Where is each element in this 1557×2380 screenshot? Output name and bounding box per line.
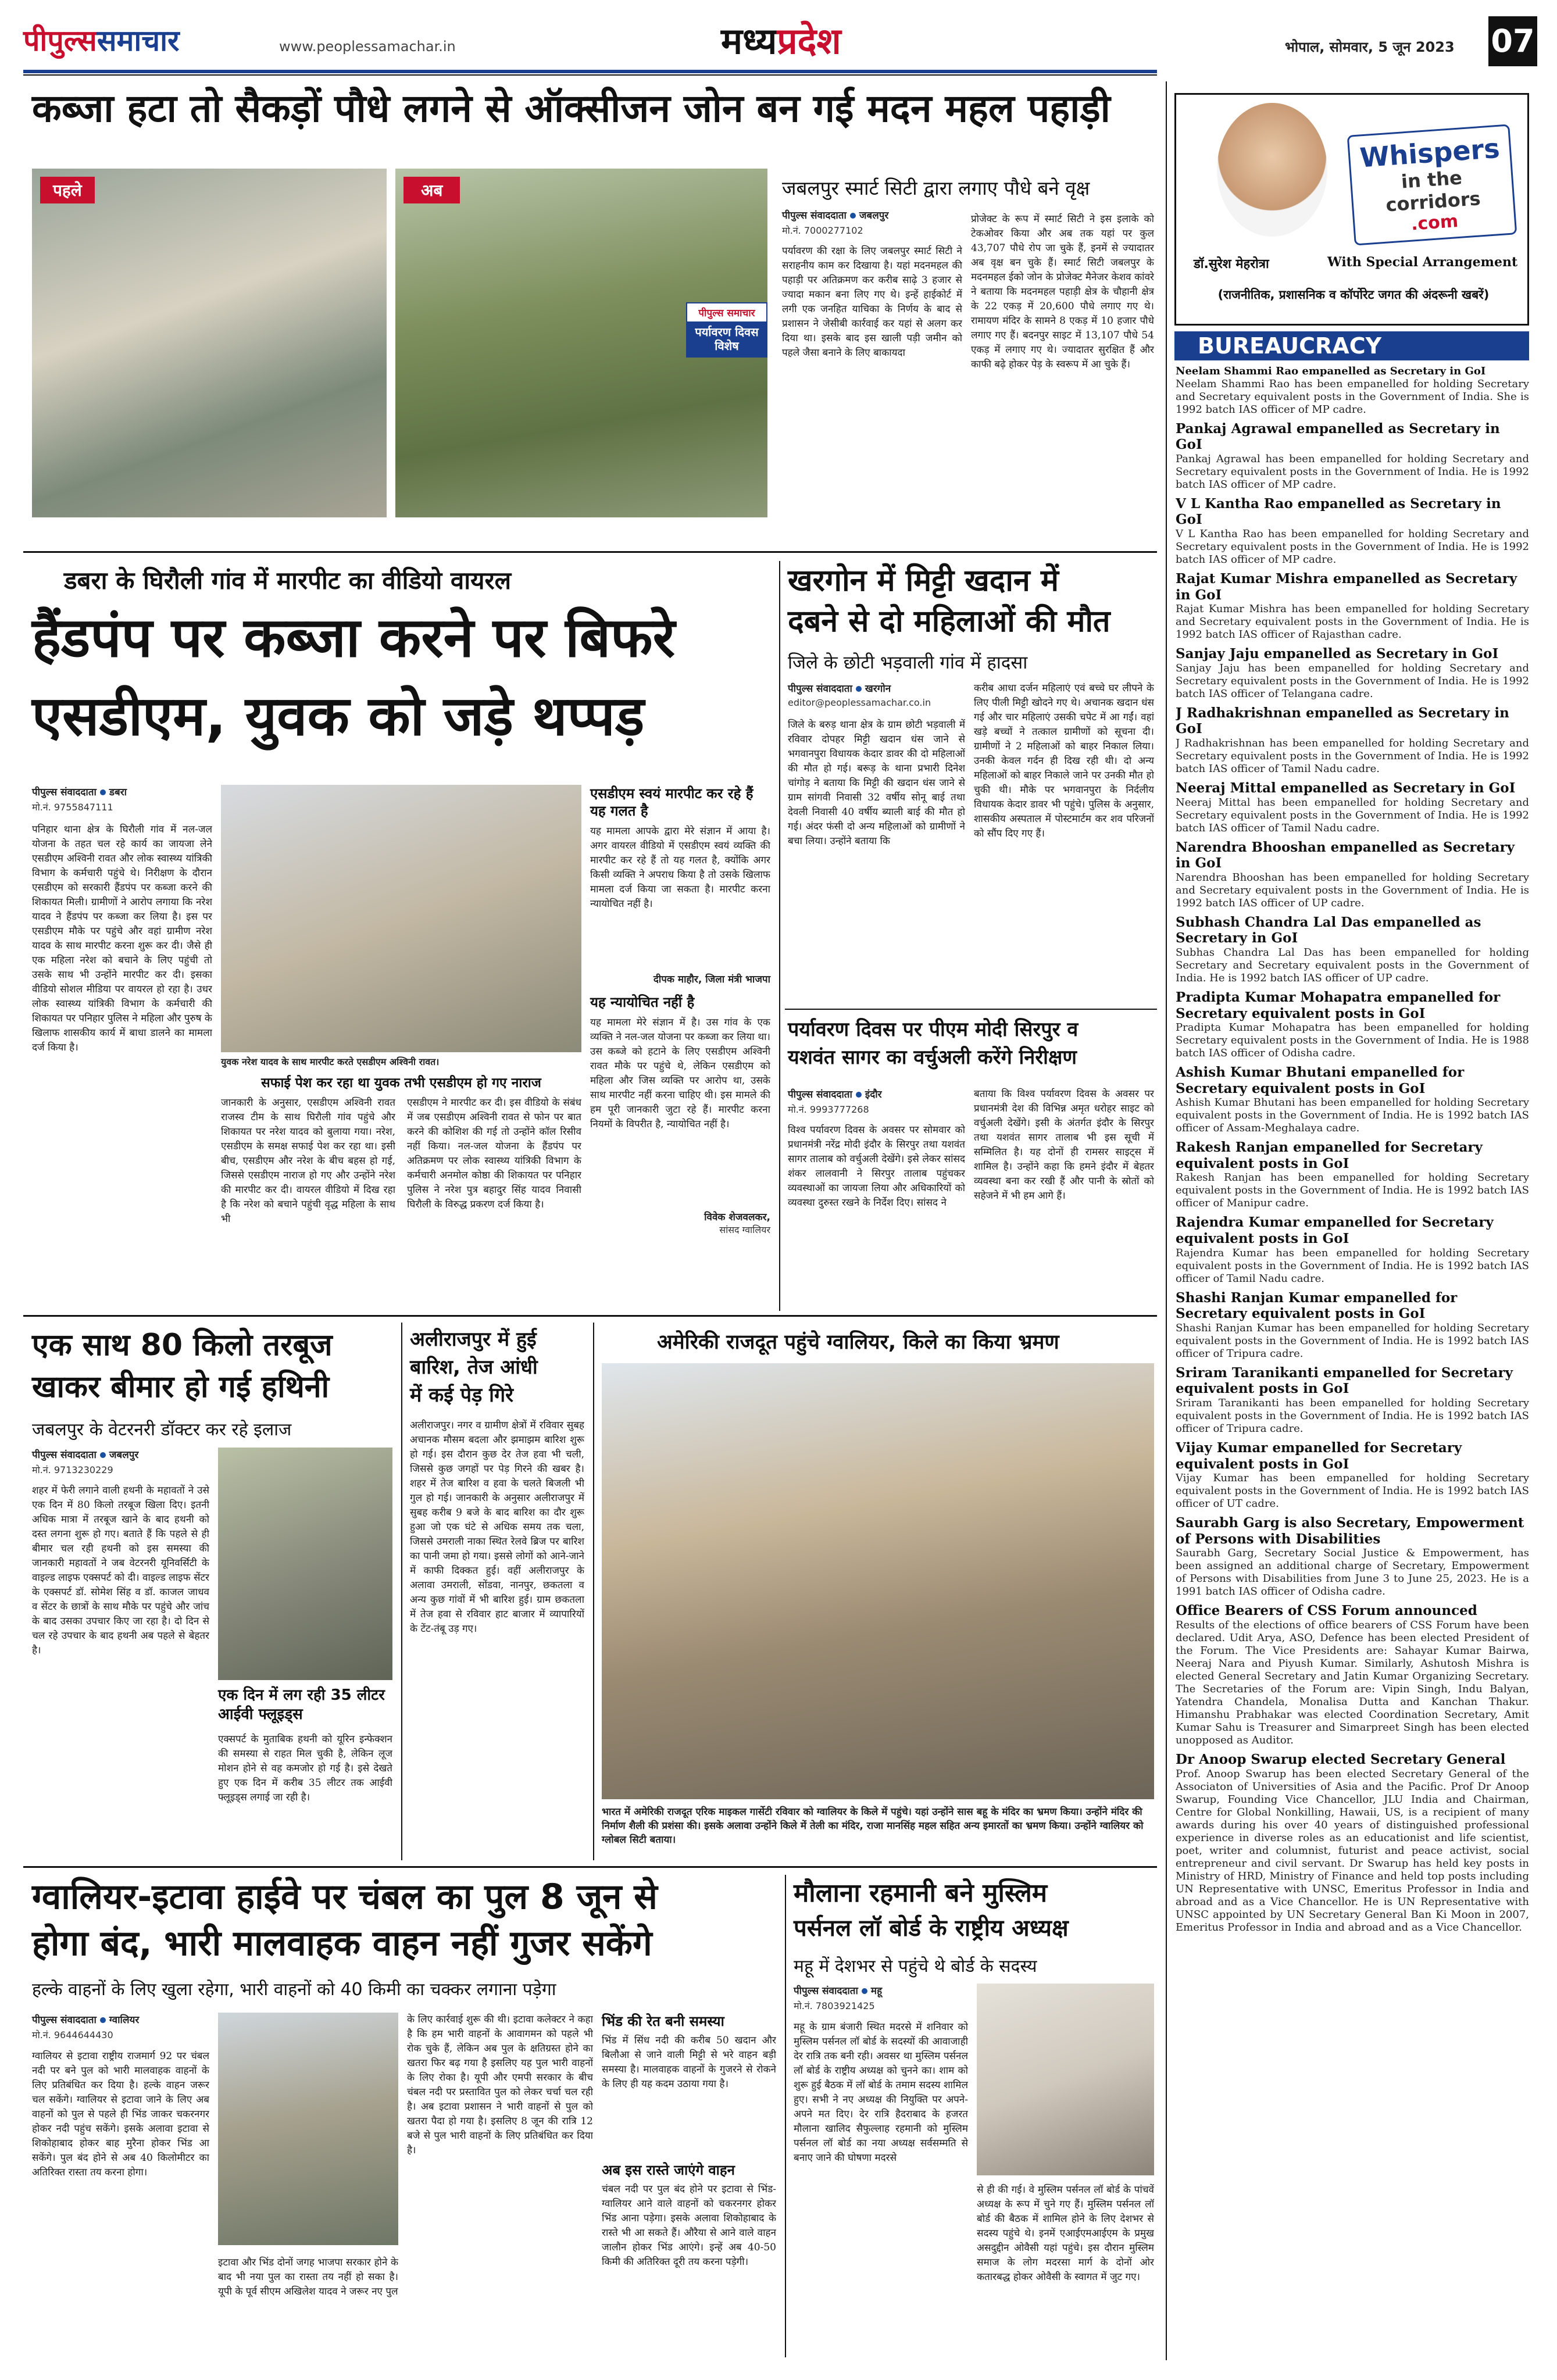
dot-icon — [862, 1988, 867, 1994]
story5-box-text: एक्सपर्ट के मुताबिक हथनी को यूरिन इन्फेक्शन की समस्या से राहत मिल चुकी है, लेकिन लूज मोशन होने से वह कमजोर हो गई है। इसे देखते हुए एक दिन में करीब 35 लीटर तक आईवी फ्लूइड्स लगाई जा रही है। — [218, 1734, 392, 1803]
bureaucracy-item-text: Saurabh Garg, Secretary Social Justice & Empowerment, has been assigned an additional charge of Secretary, Empowerment of Persons with Disabilities from June 3 to June 25, 2023. He is a 1991 batch IAS officer of Odisha cadre. — [1176, 1547, 1529, 1598]
bureaucracy-item — [1176, 1064, 1529, 1135]
dot-icon — [856, 686, 862, 692]
story8-sub: हल्के वाहनों के लिए खुला रहेगा, भारी वाहनों को 40 किमी का चक्कर लगाना पड़ेगा — [32, 1979, 556, 2000]
sidebar-rule — [1166, 81, 1167, 2360]
story4-headline-2: यशवंत सागर का वर्चुअली करेंगे निरीक्षण — [788, 1046, 1077, 1069]
story2-byline: पीपुल्स संवाददाता डबरा मो.नं. 9755847111 — [32, 787, 127, 813]
bureaucracy-item-title: Sriram Taranikanti empanelled for Secretary equivalent posts in GoI — [1176, 1364, 1513, 1397]
story8-headline-2: होगा बंद, भारी मालवाहक वाहन नहीं गुजर सकेंगे — [32, 1923, 652, 1964]
before-label: पहले — [40, 177, 95, 203]
environment-day-badge: पीपुल्स समाचार पर्यावरण दिवस विशेष — [686, 302, 767, 358]
col-rule-9 — [785, 1875, 786, 2357]
story2-col3: एसडीएम ने मारपीट कर दी। इस वीडियो के संबंध में जब एसडीएम अश्विनी रावत से फोन पर बात करने की कोशिश की गई तो उन्होंने कॉल रिसीव नहीं किया। नल-जल योजना के हैंडपंप पर अतिक्रमण पर लोक स्वास्थ्य यांत्रिकी विभाग के कर्मचारी अनमोल कोष्ठा की शिकायत पर पनिहार पुलिस ने नरेश पुत्र बहादुर सिंह यादव निवासी घिरौली के विरुद्ध प्रकरण दर्ज किया है। — [407, 1097, 581, 1210]
story2-box-head: सफाई पेश कर रहा था युवक तभी एसडीएम हो गए नाराज — [261, 1075, 541, 1091]
dot-icon — [100, 2017, 106, 2023]
dot-icon — [850, 213, 856, 219]
page-number: 07 — [1488, 16, 1537, 66]
bureaucracy-item — [1176, 1139, 1529, 1210]
story4-headline-1: पर्यावरण दिवस पर पीएम मोदी सिरपुर व — [788, 1018, 1079, 1041]
bureaucracy-item-text: Narendra Bhooshan has been empanelled for holding Secretary and Secretary equivalent posts in the Government of India. He is 1992 batch IAS officer of UP cadre. — [1176, 871, 1529, 909]
dot-icon — [100, 1452, 106, 1458]
section-title: मध्यप्रदेश — [721, 20, 841, 62]
story7-photo — [602, 1363, 1154, 1799]
bureaucracy-item-title: Dr Anoop Swarup elected Secretary General — [1176, 1752, 1506, 1767]
story9-byline: पीपुल्स संवाददाता महू मो.नं. 7803921425 — [794, 1985, 883, 2011]
story2-photo-caption: युवक नरेश यादव के साथ मारपीट करते एसडीएम अश्विनी रावत। — [221, 1056, 440, 1067]
bureaucracy-item-text: Sriram Taranikanti has been empanelled for holding Secretary equivalent posts in the Government of India. He is 1992 batch IAS officer of Tripura cadre. — [1176, 1397, 1529, 1435]
row-rule-1 — [23, 551, 1157, 553]
bureaucracy-item — [1176, 989, 1529, 1060]
story9-photo — [977, 1984, 1154, 2175]
story9-headline-2: पर्सनल लॉ बोर्ड के राष्ट्रीय अध्यक्ष — [794, 1915, 1069, 1942]
masthead-url[interactable]: www.peoplessamachar.in — [279, 38, 456, 55]
bureaucracy-banner: BUREAUCRACY — [1174, 331, 1529, 360]
bureaucracy-item-title: Sanjay Jaju empanelled as Secretary in GoI — [1176, 646, 1499, 662]
story4-col1: विश्व पर्यावरण दिवस के अवसर पर सोमवार को प्रधानमंत्री नरेंद्र मोदी इंदौर के सिरपुर तथा यशवंत सागर तालाब को वर्चुअली देखेंगे। इसे लेकर सांसद शंकर लालवानी ने सिरपुर तालाब पहुंचकर व्यवस्थाओं का जायजा लिया और अधिकारियों को व्यवस्था दुरुस्त रखने के निर्देश दिए। सांसद ने — [788, 1124, 965, 1209]
bureaucracy-item-title: Pradipta Kumar Mohapatra empanelled for Secretary equivalent posts in GoI — [1176, 989, 1501, 1021]
bureaucracy-item — [1176, 705, 1529, 776]
story9-sub: महू में देशभर से पहुंचे थे बोर्ड के सदस्य — [794, 1956, 1037, 1977]
bureaucracy-item-text: Subhas Chandra Lal Das has been empanelled for holding Secretary and Secretary equivalent posts in the Government of India. He is 1992 batch IAS officer of UP cadre. — [1176, 946, 1529, 984]
bureaucracy-item — [1176, 646, 1529, 701]
bureaucracy-item-title: Narendra Bhooshan empanelled as Secretary in GoI — [1176, 839, 1515, 871]
row-rule-3 — [23, 1866, 1157, 1868]
story1-sub: जबलपुर स्मार्ट सिटी द्वारा लगाए पौधे बने वृक्ष — [782, 177, 1090, 199]
story2-side: एसडीएम स्वयं मारपीट कर रहे हैं यह गलत है यह मामला आपके द्वारा मेरे संज्ञान में आया है। अगर वायरल वीडियो में एसडीएम स्वयं व्यक्ति की मारपीट कर रहे हैं तो यह गलत है, क्योंकि अगर किसी व्यक्ति ने अपराध किया है तो उसके खिलाफ मामला दर्ज किया जा सकता है। मारपीट करना न्यायोचित नहीं है। दीपक माहौर, जिला मंत्री भाजपा यह न्यायोचित नहीं है यह मामला मेरे संज्ञान में है। उस गांव के एक व्यक्ति ने नल-जल योजना पर कब्जा कर लिया था। उस कब्जे को हटाने के लिए एसडीएम अश्विनी रावत मौके पर पहुंचे थे, लेकिन एसडीएम को महिला और जिस व्यक्ति पर आरोप था, उसके साथ मारपीट नहीं करना चाहिए थी। इस मामले की हम पूरी जानकारी जुटा रहे हैं। मारपीट करना नियमों के विपरीत है, न्यायोचित नहीं है। विवेक शेजवलकर, सांसद ग्वालियर — [590, 785, 770, 1235]
bureaucracy-item — [1176, 1214, 1529, 1285]
bureaucracy-item — [1176, 496, 1529, 566]
story8-side: भिंड की रेत बनी समस्या भिंड में सिंध नदी की करीब 50 खदान और बिलौआ से जाने वाली मिट्टी से भरे वाहन बड़ी समस्या है। मालवाहक वाहनों के गुजरने से रोकने के लिए ही यह कदम उठाया गया है। अब इस रास्ते जाएंगे वाहन चंबल नदी पर पुल बंद होने पर इटावा से भिंड-ग्वालियर आने वाले वाहनों को चकरनगर होकर भिंड आना पड़ेगा। इसके अलावा शिकोहाबाद के रास्ते भी आ सकते हैं। औरैया से आने वाले वाहन जालौन होकर भिंड आएंगे। इन्हें अब 40-50 किमी की अतिरिक्त दूरी तय करना पड़ेगी। — [602, 2013, 776, 2268]
story1-col1: पर्यावरण की रक्षा के लिए जबलपुर स्मार्ट सिटी ने सराहनीय काम कर दिखाया है। यहां मदनमहल की पहाड़ी पर अतिक्रमण कर करीब साढ़े 3 हजार से ज्यादा मकान बना लिए गए थे। इन्हें हाईकोर्ट में लगी एक जनहित याचिका के निर्णय के बाद से प्रशासन ने जेसीबी कार्रवाई कर यहां से अलग कर दिया था। इसके बाद इस खाली पड़ी जमीन को पहले जैसा बनाने के लिए बाकायदा — [782, 245, 962, 359]
story9-col2: से ही की गई। वे मुस्लिम पर्सनल लॉ बोर्ड के पांचवें अध्यक्ष के रूप में चुने गए हैं। मुस्लिम पर्सनल लॉ बोर्ड की बैठक में शामिल होने के लिए देशभर से सदस्य पहुंचे थे। इनमें एआईएमआईएम के प्रमुख असदुद्दीन ओवैसी यहां पहुंचे। इस दौरान मुस्लिम समाज के लोग मदरसा मार्ग के दोनों ओर कतारबद्ध होकर ओवैसी के स्वागत में जुट गए। — [977, 2184, 1154, 2283]
bureaucracy-item — [1176, 780, 1529, 835]
bureaucracy-item-title: Neeraj Mittal empanelled as Secretary in GoI — [1176, 780, 1516, 796]
bureaucracy-item — [1176, 1752, 1529, 1934]
bureaucracy-item — [1176, 1365, 1529, 1435]
bureaucracy-item-text: Results of the elections of office bearers of CSS Forum have been declared. Udit Arya, ASO, Defence has been elected President of the Forum. The Vice Presidents are: Sahayar Kumar Bairwa, Neeraj Nara and Piyush Kumar. Similarly, Ashutosh Mishra is elected General Secretary and Jatin Kumar Organizing Secretary. The Secretaries of the Forum are: Vipin Singh, Indu Balyan, Yatendra Chandela, Monalisa Dutta and Kanchan Thakur. Himanshu Prabhakar was elected Coordination Secretary, Amit Kumar Sahu is Treasurer and Simarpreet Singh has been elected unopposed as Auditor. — [1176, 1619, 1529, 1746]
story5-headline-1: एक साथ 80 किलो तरबूज — [32, 1328, 333, 1363]
sidebar-tagline: (राजनीतिक, प्रशासनिक व कॉर्पोरेट जगत की अंदरूनी खबरें) — [1217, 288, 1490, 302]
story1-headline: कब्जा हटा तो सैकड़ों पौधे लगने से ऑक्सीजन जोन बन गई मदन महल पहाड़ी — [32, 86, 1110, 131]
story5-photo — [218, 1448, 392, 1680]
columnist-photo — [1217, 103, 1327, 237]
bureaucracy-item — [1176, 914, 1529, 985]
bureaucracy-item — [1176, 421, 1529, 491]
bureaucracy-item-text: Rajat Kumar Mishra has been empanelled for holding Secretary and Secretary equivalent posts in the Government of India. He is 1992 batch IAS officer of Rajasthan cadre. — [1176, 603, 1529, 641]
bureaucracy-item — [1176, 839, 1529, 910]
story1-col2: प्रोजेक्ट के रूप में स्मार्ट सिटी ने इस इलाके को टेकओवर किया और अब तक यहां पर कुल 43,707 पौधे रोप जा चुके हैं, इनमें से ज्यादातर अब वृक्ष बन चुके हैं। स्मार्ट सिटी जबलपुर के मदनमहल ईको जोन के प्रोजेक्ट मैनेजर केशव कांवरे ने बताया कि मदनमहल पहाड़ी क्षेत्र के चौहानी क्षेत्र के 22 एकड़ में 20,600 पौधे लगाए गए थे। रामायण मंदिर के सामने 8 एकड़ में 10 हजार पौधे लगाए गए हैं। बदनपुर साइट में 13,107 पौधे 54 एकड़ में लगाए गए थे। ज्यादातर सुरक्षित हैं और काफी बढ़े होकर पेड़ के स्वरूप में आ चुके हैं। — [971, 213, 1154, 370]
masthead-rule — [23, 70, 1157, 73]
bureaucracy-item — [1176, 1440, 1529, 1510]
bureaucracy-item-text: J Radhakrishnan has been empanelled for holding Secretary and Secretary equivalent posts in the Government of India. He is 1992 batch IAS officer of Tamil Nadu cadre. — [1176, 737, 1529, 775]
story1-byline: पीपुल्स संवाददाता जबलपुर मो.नं. 7000277102 — [782, 210, 889, 236]
story3-col2: करीब आधा दर्जन महिलाएं एवं बच्चे घर लीपने के लिए पीली मिट्टी खोदने गए थे। अचानक खदान धंस गई और चार महिलाएं उसकी चपेट में आ गईं। वहां खड़े बच्चों ने तत्काल ग्रामीणों को सूचना दी। ग्रामीणों ने 2 महिलाओं को बाहर निकाल लिया। उनकी केवल गर्दन ही दिख रही थी। दो अन्य महिलाओं को बाहर निकाले जाने पर उनकी मौत हो चुकी थी। मौके पर भगवानपुरा के निर्दलीय विधायक केदार डावर भी पहुंचे। पुलिस के अनुसार, शासकीय अस्पताल में पोस्टमार्टम कर शव परिजनों को सौंप दिए गए हैं। — [974, 682, 1154, 839]
bureaucracy-item-text: Neelam Shammi Rao has been empanelled for holding Secretary and Secretary equivalent posts in the Government of India. She is 1992 batch IAS officer of MP cadre. — [1176, 377, 1529, 416]
bureaucracy-item-text: Vijay Kumar has been empanelled for holding Secretary equivalent posts in the Government of India. He is 1992 batch IAS officer of UT cadre. — [1176, 1472, 1529, 1510]
bureaucracy-item-title: Subhash Chandra Lal Das empanelled as Secretary in GoI — [1176, 914, 1481, 946]
masthead-logo[interactable]: पीपुल्ससमाचार — [23, 24, 180, 58]
bureaucracy-item-text: Sanjay Jaju has been empanelled for holding Secretary and Secretary equivalent posts in the Government of India. He is 1992 batch IAS officer of Telangana cadre. — [1176, 662, 1529, 700]
masthead-rule-2 — [23, 74, 1157, 76]
bureaucracy-item — [1176, 1515, 1529, 1598]
after-label: अब — [403, 177, 460, 203]
bureaucracy-item — [1176, 571, 1529, 641]
col-rule-6 — [593, 1323, 594, 1860]
col-rule-5 — [401, 1323, 402, 1860]
bureaucracy-item-title: Rajat Kumar Mishra empanelled as Secretary in GoI — [1176, 570, 1517, 603]
dateline: भोपाल, सोमवार, 5 जून 2023 — [1285, 39, 1455, 55]
masthead — [23, 16, 1537, 69]
bureaucracy-item-title: Office Bearers of CSS Forum announced — [1176, 1603, 1477, 1619]
story3-headline-2: दबने से दो महिलाओं की मौत — [788, 604, 1110, 639]
story1-photo-before — [32, 169, 387, 517]
story7-caption: भारत में अमेरिकी राजदूत एरिक माइकल गार्सेटी रविवार को ग्वालियर के किले में पहुंचे। यहां उन्होंने सास बहू के मंदिर का भ्रमण किया। उन्होंने मंदिर की निर्माण शैली की प्रशंसा की। इसके अलावा उन्होंने किले में तेली का मंदिर, राजा मानसिंह महल सहित अन्य इमारतों का भ्रमण किया। उन्होंने ग्वालियर को ग्लोबल सिटी बताया। — [602, 1806, 1144, 1846]
story2-headline-2: एसडीएम, युवक को जड़े थप्पड़ — [32, 685, 645, 748]
story8-col1: ग्वालियर से इटावा राष्ट्रीय राजमार्ग 92 पर चंबल नदी पर बने पुल को भारी मालवाहक वाहनों के लिए प्रतिबंधित कर दिया है। हल्के वाहन जरूर चल सकेंगे। ग्वालियर से इटावा जाने के लिए अब वाहनों को पुल से पहले ही भिंड जाकर चकरनगर होकर नदी पहुंच सकेंगे। इसके अलावा इटावा से शिकोहाबाद होकर बाह मुरैना होकर भिंड आ सकेंगे। पुल बंद होने से अब 40 किलोमीटर का अतिरिक्त रास्ता तय करना होगा। — [32, 2050, 209, 2178]
story4-col2: बताया कि विश्व पर्यावरण दिवस के अवसर पर प्रधानमंत्री देश की विभिन्न अमृत धरोहर साइट को वर्चुअली देखेंगे। इसी के अंतर्गत इंदौर के सिरपुर तथा यशवंत सागर तालाब भी इस सूची में सम्मिलित है। यह दोनों ही रामसर साइट्स में शामिल है। उन्होंने कहा कि हमने इंदौर में बेहतर व्यवस्था बना कर रखी हैं और पानी के स्रोतों को सहेजने में भी हम आगे हैं। — [974, 1088, 1154, 1202]
bureaucracy-item — [1176, 1603, 1529, 1747]
story6-headline-1: अलीराजपुर में हुई — [410, 1328, 537, 1351]
bq-top-line: Neelam Shammi Rao empanelled as Secretary in GoI — [1176, 365, 1486, 377]
story1-photo-after — [395, 169, 767, 517]
bureaucracy-item-title: Shashi Ranjan Kumar empanelled for Secretary equivalent posts in GoI — [1176, 1289, 1458, 1322]
bureaucracy-item-title: Rajendra Kumar empanelled for Secretary equivalent posts in GoI — [1176, 1214, 1494, 1247]
bureaucracy-item-title: V L Kantha Rao empanelled as Secretary in GoI — [1176, 495, 1501, 528]
story5-byline: पीपुल्स संवाददाता जबलपुर मो.नं. 9713230229 — [32, 1449, 139, 1475]
bureaucracy-list — [1176, 365, 1529, 2359]
special-arrangement: With Special Arrangement — [1327, 255, 1518, 270]
bureaucracy-item-text: Neeraj Mittal has been empanelled for holding Secretary and Secretary equivalent posts in the Government of India. He is 1992 batch IAS officer of Tamil Nadu cadre. — [1176, 796, 1529, 834]
rule-story3 — [785, 1009, 1157, 1010]
bureaucracy-item-title: J Radhakrishnan empanelled as Secretary in GoI — [1176, 705, 1509, 737]
bureaucracy-item-text: Rajendra Kumar has been empanelled for holding Secretary equivalent posts in the Government of India. He is 1992 batch IAS officer of Tamil Nadu cadre. — [1176, 1246, 1529, 1285]
bureaucracy-item-text: Pankaj Agrawal has been empanelled for holding Secretary and Secretary equivalent posts in the Government of India. He is 1992 batch IAS officer of MP cadre. — [1176, 452, 1529, 491]
bureaucracy-item-text: Rakesh Ranjan has been empanelled for holding Secretary equivalent posts in the Government of India. He is 1992 batch IAS officer of Manipur cadre. — [1176, 1171, 1529, 1210]
story2-col1: पनिहार थाना क्षेत्र के घिरौली गांव में नल-जल योजना के तहत चल रहे कार्य का जायजा लेने एसडीएम अश्विनी रावत और लोक स्वास्थ्य यांत्रिकी विभाग के कर्मचारी पहुंचे थे। निरीक्षण के दौरान एसडीएम को सरकारी हैंडपंप पर कब्जा करने की शिकायत मिली। ग्रामीणों ने आरोप लगाया कि नरेश यादव ने हैंडपंप पर कब्जा कर लिया है। इस पर एसडीएम मौके पर पहुंचे और वहां ग्रामीण नरेश यादव के साथ मारपीट करना शुरू कर दी। जैसे ही एक महिला नरेश को बचाने के लिए पहुंची तो उसके साथ भी उन्होंने मारपीट कर दी। इसका वीडियो सोशल मीडिया पर वायरल हो रहा है। उधर लोक स्वास्थ्य यांत्रिकी विभाग के कर्मचारी की शिकायत पर पनिहार पुलिस ने महिला और पुरुष के खिलाफ शासकीय कार्य में बाधा डालने का मामला दर्ज किया है। — [32, 824, 212, 1053]
story6-headline-2: बारिश, तेज आंधी — [410, 1356, 538, 1379]
story8-col2: के लिए कार्रवाई शुरू की थी। इटावा कलेक्टर ने कहा है कि हम भारी वाहनों के आवागमन को पहले भी रोक चुके हैं, लेकिन अब पुल के क्षतिग्रस्त होने का खतरा फिर बढ़ गया है इसलिए यह पुल भारी वाहनों के लिए रोका है। यूपी और एमपी सरकार के बीच चंबल नदी पर प्रस्तावित पुल को लेकर चर्चा चल रही है। अब इटावा प्रशासन ने भारी वाहनों से पुल को खतरा पैदा हो गया है। इसलिए 8 जून की रात्रि 12 बजे से पुल भारी वाहनों के लिए प्रतिबंधित कर दिया है। — [407, 2014, 593, 2156]
bureaucracy-item-title: Ashish Kumar Bhutani empanelled for Secretary equivalent posts in GoI — [1176, 1064, 1465, 1096]
story6-text: अलीराजपुर। नगर व ग्रामीण क्षेत्रों में रविवार सुबह अचानक मौसम बदला और झमाझम बारिश शुरू हो गई। इस दौरान कुछ देर तेज हवा भी चली, जिससे कुछ जगहों पर पेड़ गिरने की खबर है। शहर में तेज बारिश व हवा के चलते बिजली भी गुल हो गई। जानकारी के अनुसार अलीराजपुर में सुबह करीब 9 बजे के बाद बारिश का दौर शुरू हुआ जो एक घंटे से अधिक समय तक चला, जिससे उमराली नाका स्थित रेलवे ब्रिज पर बारिश का पानी जमा हो गया। इससे लोगों को आने-जाने में काफी दिक्कत हुई। वहीं अलीराजपुर के अलावा उमराली, सोंडवा, नानपुर, छकतला व अन्य कुछ गांवों में भी बारिश हुई। ग्राम छकतला में तेज हवा से रविवार हाट बाजार में व्यापारियों के टेंट-तंबू उड़ गए। — [410, 1420, 584, 1635]
bureaucracy-item-text: Pradipta Kumar Mohapatra has been empanelled for holding Secretary equivalent posts in the Government of India. He is 1988 batch IAS officer of Odisha cadre. — [1176, 1021, 1529, 1060]
story8-col-mid: इटावा और भिंड दोनों जगह भाजपा सरकार होने के बाद भी नया पुल का रास्ता तय नहीं हो सका है। यूपी के पूर्व सीएम अखिलेश यादव ने जरूर नए पुल — [218, 2257, 398, 2297]
story3-sub: जिले के छोटी भड़वाली गांव में हादसा — [788, 652, 1028, 673]
story2-photo — [221, 785, 581, 1052]
bureaucracy-item-text: Ashish Kumar Bhutani has been empanelled for holding Secretary equivalent posts in the Government of India. He is 1992 batch IAS officer of Assam-Meghalaya cadre. — [1176, 1096, 1529, 1135]
story8-headline-1: ग्वालियर-इटावा हाईवे पर चंबल का पुल 8 जून से — [32, 1877, 658, 1917]
story6-headline-3: में कई पेड़ गिरे — [410, 1384, 514, 1407]
bureaucracy-item-title: Vijay Kumar empanelled for Secretary equivalent posts in GoI — [1176, 1440, 1462, 1472]
story3-headline-1: खरगोन में मिट्टी खदान में — [788, 563, 1059, 598]
col-rule-mid — [779, 561, 780, 1311]
story2-kicker: डबरा के घिरौली गांव में मारपीट का वीडियो वायरल — [64, 566, 512, 595]
bureaucracy-item-text: Prof. Anoop Swarup has been elected Secretary General of the Associaton of Universities of Asia and the Pacific. Prof Dr Anoop Swarup, Founding Vice Chancellor, JLU India and Chairman, Centre for Global Nonkilling, Hawaii, US, is a recipient of many awards during his over 40 years of distinguished professional experience in diverse roles as an educationist and life scientist, poet, writer and columnist, futurist and peace activist, social entrepreneur and civil servant. Dr Swarup has held key posts in Ministry of HRD, Ministry of Finance and held top posts including UN Representative with UNSC, Emeritus Professor in India and abroad and as a Vice Chancellor. He is UN Representative with UNSC appointed by UN Secretary General Ban Ki Moon in 2007, Emeritus Professor in India and abroad and as a Vice Chancellor. — [1176, 1767, 1529, 1934]
sidebar-header — [1174, 93, 1529, 326]
story5-box-head: एक दिन में लग रही 35 लीटर आईवी फ्लूइड्स — [218, 1686, 385, 1723]
dot-icon — [100, 789, 106, 795]
bureaucracy-item — [1176, 378, 1529, 416]
story3-byline: पीपुल्स संवाददाता खरगोन editor@peoplessamachar.co.in — [788, 683, 931, 708]
bureaucracy-item-title: Rakesh Ranjan empanelled for Secretary equivalent posts in GoI — [1176, 1139, 1483, 1171]
columnist-name: डॉ.सुरेश मेहरोत्रा — [1194, 257, 1269, 271]
story5-sub: जबलपुर के वेटरनरी डॉक्टर कर रहे इलाज — [32, 1420, 292, 1440]
story8-byline: पीपुल्स संवाददाता ग्वालियर मो.नं. 9644644430 — [32, 2014, 140, 2040]
story5-col1: शहर में फेरी लगाने वाली हथनी के महावतों ने उसे एक दिन में 80 किलो तरबूज खिला दिए। इतनी अधिक मात्रा में तरबूज खाने के बाद हथनी को दस्त लगना शुरू हो गए। बताते हैं कि पहले से ही बीमार चल रही हथनी को इस समस्या की जानकारी महावतों ने जब वेटरनरी यूनिवर्सिटी के वाइल्ड लाइफ एक्सपर्ट को दी। वाइल्ड लाइफ सेंटर के एक्सपर्ट डॉ. सोमेश सिंह व डॉ. काजल जाधव व सेंटर के छात्रों के साथ मौके पर पहुंचे और जांच के बाद उसका उपचार किए जा रहा है। दो दिन से चल रहे उपचार के बाद हथनी अब पहले से बेहतर है। — [32, 1485, 209, 1656]
dot-icon — [856, 1092, 862, 1098]
story3-col1: जिले के बरुड़ थाना क्षेत्र के ग्राम छोटी भड़वाली में रविवार दोपहर मिट्टी खदान धंस जाने से भगवानपुरा विधायक केदार डावर की दो महिलाओं की मौत हो गई। बरूड़ के थाना प्रभारी दिनेश चांगोड़ ने बताया कि मिट्टी की खदान धंस जाने से ग्राम सांगवी निवासी 32 वर्षीय सोनू बाई तथा देवली निवासी 40 वर्षीय ब्याली बाई की मौत हो गई। अंदर फंसी दो अन्य महिलाओं को ग्रामीणों ने बचा लिया। उन्होंने बताया कि — [788, 719, 965, 847]
bureaucracy-item — [1176, 1290, 1529, 1360]
story2-col2: जानकारी के अनुसार, एसडीएम अश्विनी रावत राजस्व टीम के साथ घिरौली गांव पहुंचे और शिकायत पर नरेश यादव को बुलाया गया। नरेश, एसडीएम के समक्ष सफाई पेश कर रहा था। इसी बीच, एसडीएम और नरेश के बीच बहस हो गई, जिससे एसडीएम नाराज हो गए और उन्होंने नरेश की मारपीट कर दी। वायरल वीडियो में दिख रहा है कि नरेश को बचाने पहुंची वृद्ध महिला के साथ भी — [221, 1097, 395, 1225]
row-rule-2 — [23, 1315, 1157, 1317]
story9-col1: महू के ग्राम बंजारी स्थित मदरसे में शनिवार को मुस्लिम पर्सनल लॉ बोर्ड के सदस्यों की आवाजाही देर रात्रि तक बनी रही। अवसर था मुस्लिम पर्सनल लॉ बोर्ड के राष्ट्रीय अध्यक्ष को चुनने का। शाम को शुरू हुई बैठक में लॉ बोर्ड के तमाम सदस्य शामिल हुए। सभी ने नए अध्यक्ष की नियुक्ति पर अपने-अपने मत दिए। देर रात्रि हैदराबाद के हजरत मौलाना खालिद सैफुल्लाह रहमानी को मुस्लिम पर्सनल लॉ बोर्ड का नया अध्यक्ष सर्वसम्मति से बनाए जाने की घोषणा मदरसे — [794, 2021, 968, 2164]
whispers-logo[interactable]: Whispers in the corridors .com — [1347, 124, 1517, 245]
story9-headline-1: मौलाना रहमानी बने मुस्लिम — [794, 1878, 1048, 1908]
story5-headline-2: खाकर बीमार हो गई हथिनी — [32, 1370, 330, 1405]
bureaucracy-item-title: Saurabh Garg is also Secretary, Empowerment of Persons with Disabilities — [1176, 1515, 1524, 1547]
story2-headline-1: हैंडपंप पर कब्जा करने पर बिफरे — [32, 606, 676, 670]
bureaucracy-item-title: Pankaj Agrawal empanelled as Secretary in GoI — [1176, 420, 1500, 453]
story8-photo — [218, 2013, 398, 2245]
story7-headline: अमेरिकी राजदूत पहुंचे ग्वालियर, किले का किया भ्रमण — [657, 1331, 1059, 1354]
bureaucracy-item-text: V L Kantha Rao has been empanelled for holding Secretary and Secretary equivalent posts in the Government of India. He is 1992 batch IAS officer of MP cadre. — [1176, 527, 1529, 566]
story4-byline: पीपुल्स संवाददाता इंदौर मो.नं. 9993777268 — [788, 1089, 882, 1115]
bureaucracy-item-text: Shashi Ranjan Kumar has been empanelled for holding Secretary equivalent posts in the Government of India. He is 1992 batch IAS officer of Tripura cadre. — [1176, 1321, 1529, 1360]
